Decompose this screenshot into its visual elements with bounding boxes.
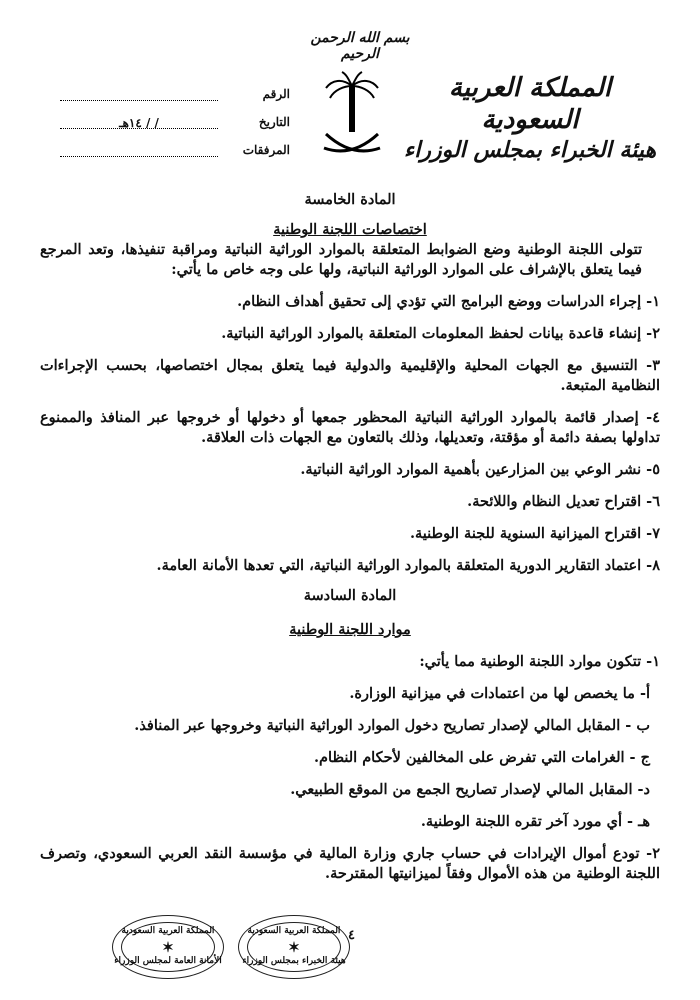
ref-line: [60, 88, 218, 101]
article6-title: المادة السادسة: [303, 587, 397, 604]
palm-swords-emblem-icon: [320, 68, 384, 166]
article6-subitem: هـ - أي مورد آخر تقره اللجنة الوطنية.: [420, 813, 650, 830]
article5-intro: تتولى اللجنة الوطنية وضع الضوابط المتعلقة بالموارد الوراثية النباتية ومراقبة تنفيذها، وتعد المرجع فيما يتعلق بالإشراف على الموارد الوراثية النباتية، ولها على وجه خاص ما يأتي:: [40, 241, 642, 278]
article6-subtitle: موارد اللجنة الوطنية: [289, 621, 411, 638]
attachments-label: المرفقات: [242, 143, 290, 157]
article5-item: ٦- اقتراح تعديل النظام واللائحة.: [467, 493, 660, 510]
stamp-text-bottom: هيئة الخبراء بمجلس الوزراء: [242, 956, 346, 966]
article5-title: المادة الخامسة: [304, 191, 396, 208]
org-country-name: المملكة العربية السعودية: [448, 73, 612, 135]
page-number: ٤: [348, 928, 355, 943]
article5-item: ٥- نشر الوعي بين المزارعين بأهمية الموارد الوراثية النباتية.: [300, 461, 660, 478]
stamp-text-top: المملكة العربية السعودية: [247, 926, 341, 936]
article5-item: ١- إجراء الدراسات ووضع البرامج التي تؤدي إلى تحقيق أهداف النظام.: [237, 293, 660, 310]
document-body: [40, 190, 660, 884]
stamp-text-top: المملكة العربية السعودية: [121, 926, 215, 936]
article5-item: ٢- إنشاء قاعدة بيانات لحفظ المعلومات المتعلقة بالموارد الوراثية النباتية.: [221, 325, 660, 342]
article6-subitem: ج - الغرامات التي تفرض على المخالفين لأحكام النظام.: [314, 749, 650, 766]
date-row: [60, 108, 290, 136]
article5-item: ٨- اعتماد التقارير الدورية المتعلقة بالموارد الوراثية النباتية، التي تعدها الأمانة العامة.: [156, 557, 660, 574]
organization-header: [400, 72, 660, 164]
org-body-name: هيئة الخبراء بمجلس الوزراء: [403, 137, 657, 163]
official-stamp-left: [112, 915, 224, 979]
bismillah-calligraphy: بسم الله الرحمن الرحيم: [310, 30, 410, 62]
article6-item1: ١- تتكون موارد اللجنة الوطنية مما يأتي:: [419, 653, 660, 670]
article6-subitem: أ- ما يخصص لها من اعتمادات في ميزانية الوزارة.: [349, 685, 650, 702]
article6-item2: ٢- تودع أموال الإيرادات في حساب جاري وزارة المالية في مؤسسة النقد العربي السعودي، وتصرف اللجنة الوطنية من هذه الأموال وفقاً لميزانيتها المقترحة.: [40, 845, 660, 882]
article6-subitem: ب - المقابل المالي لإصدار تصاريح دخول الموارد الوراثية النباتية وخروجها عبر المنافذ.: [134, 717, 650, 734]
attachments-line: [60, 144, 218, 157]
date-label: التاريخ: [258, 115, 290, 129]
ref-label: الرقم: [262, 87, 290, 101]
attachments-row: [60, 136, 290, 164]
stamp-emblem-icon: ✶: [288, 940, 300, 956]
date-value: / / ١٤هـ: [60, 116, 218, 129]
article5-item: ٤- إصدار قائمة بالموارد الوراثية النباتية المحظور جمعها أو دخولها أو خروجها عبر المنافذ والممنوع تداولها بصفة دائمة أو مؤقتة، وتعديلها، وذلك بالتعاون مع الجهات ذات العلاقة.: [40, 409, 660, 446]
document-meta: [60, 80, 290, 164]
ref-number-row: [60, 80, 290, 108]
stamp-emblem-icon: ✶: [162, 940, 174, 956]
article5-item: ٣- التنسيق مع الجهات المحلية والإقليمية والدولية فيما يتعلق بمجال اختصاصها، بحسب الإجراءات النظامية المتبعة.: [40, 357, 660, 394]
article6-subitem: د- المقابل المالي لإصدار تصاريح الجمع من الموقع الطبيعي.: [290, 781, 650, 798]
stamp-text-bottom: الأمانة العامة لمجلس الوزراء: [114, 956, 222, 966]
official-stamp-right: [238, 915, 350, 979]
article5-item: ٧- اقتراح الميزانية السنوية للجنة الوطنية.: [409, 525, 660, 542]
article5-subtitle: اختصاصات اللجنة الوطنية: [273, 221, 427, 238]
